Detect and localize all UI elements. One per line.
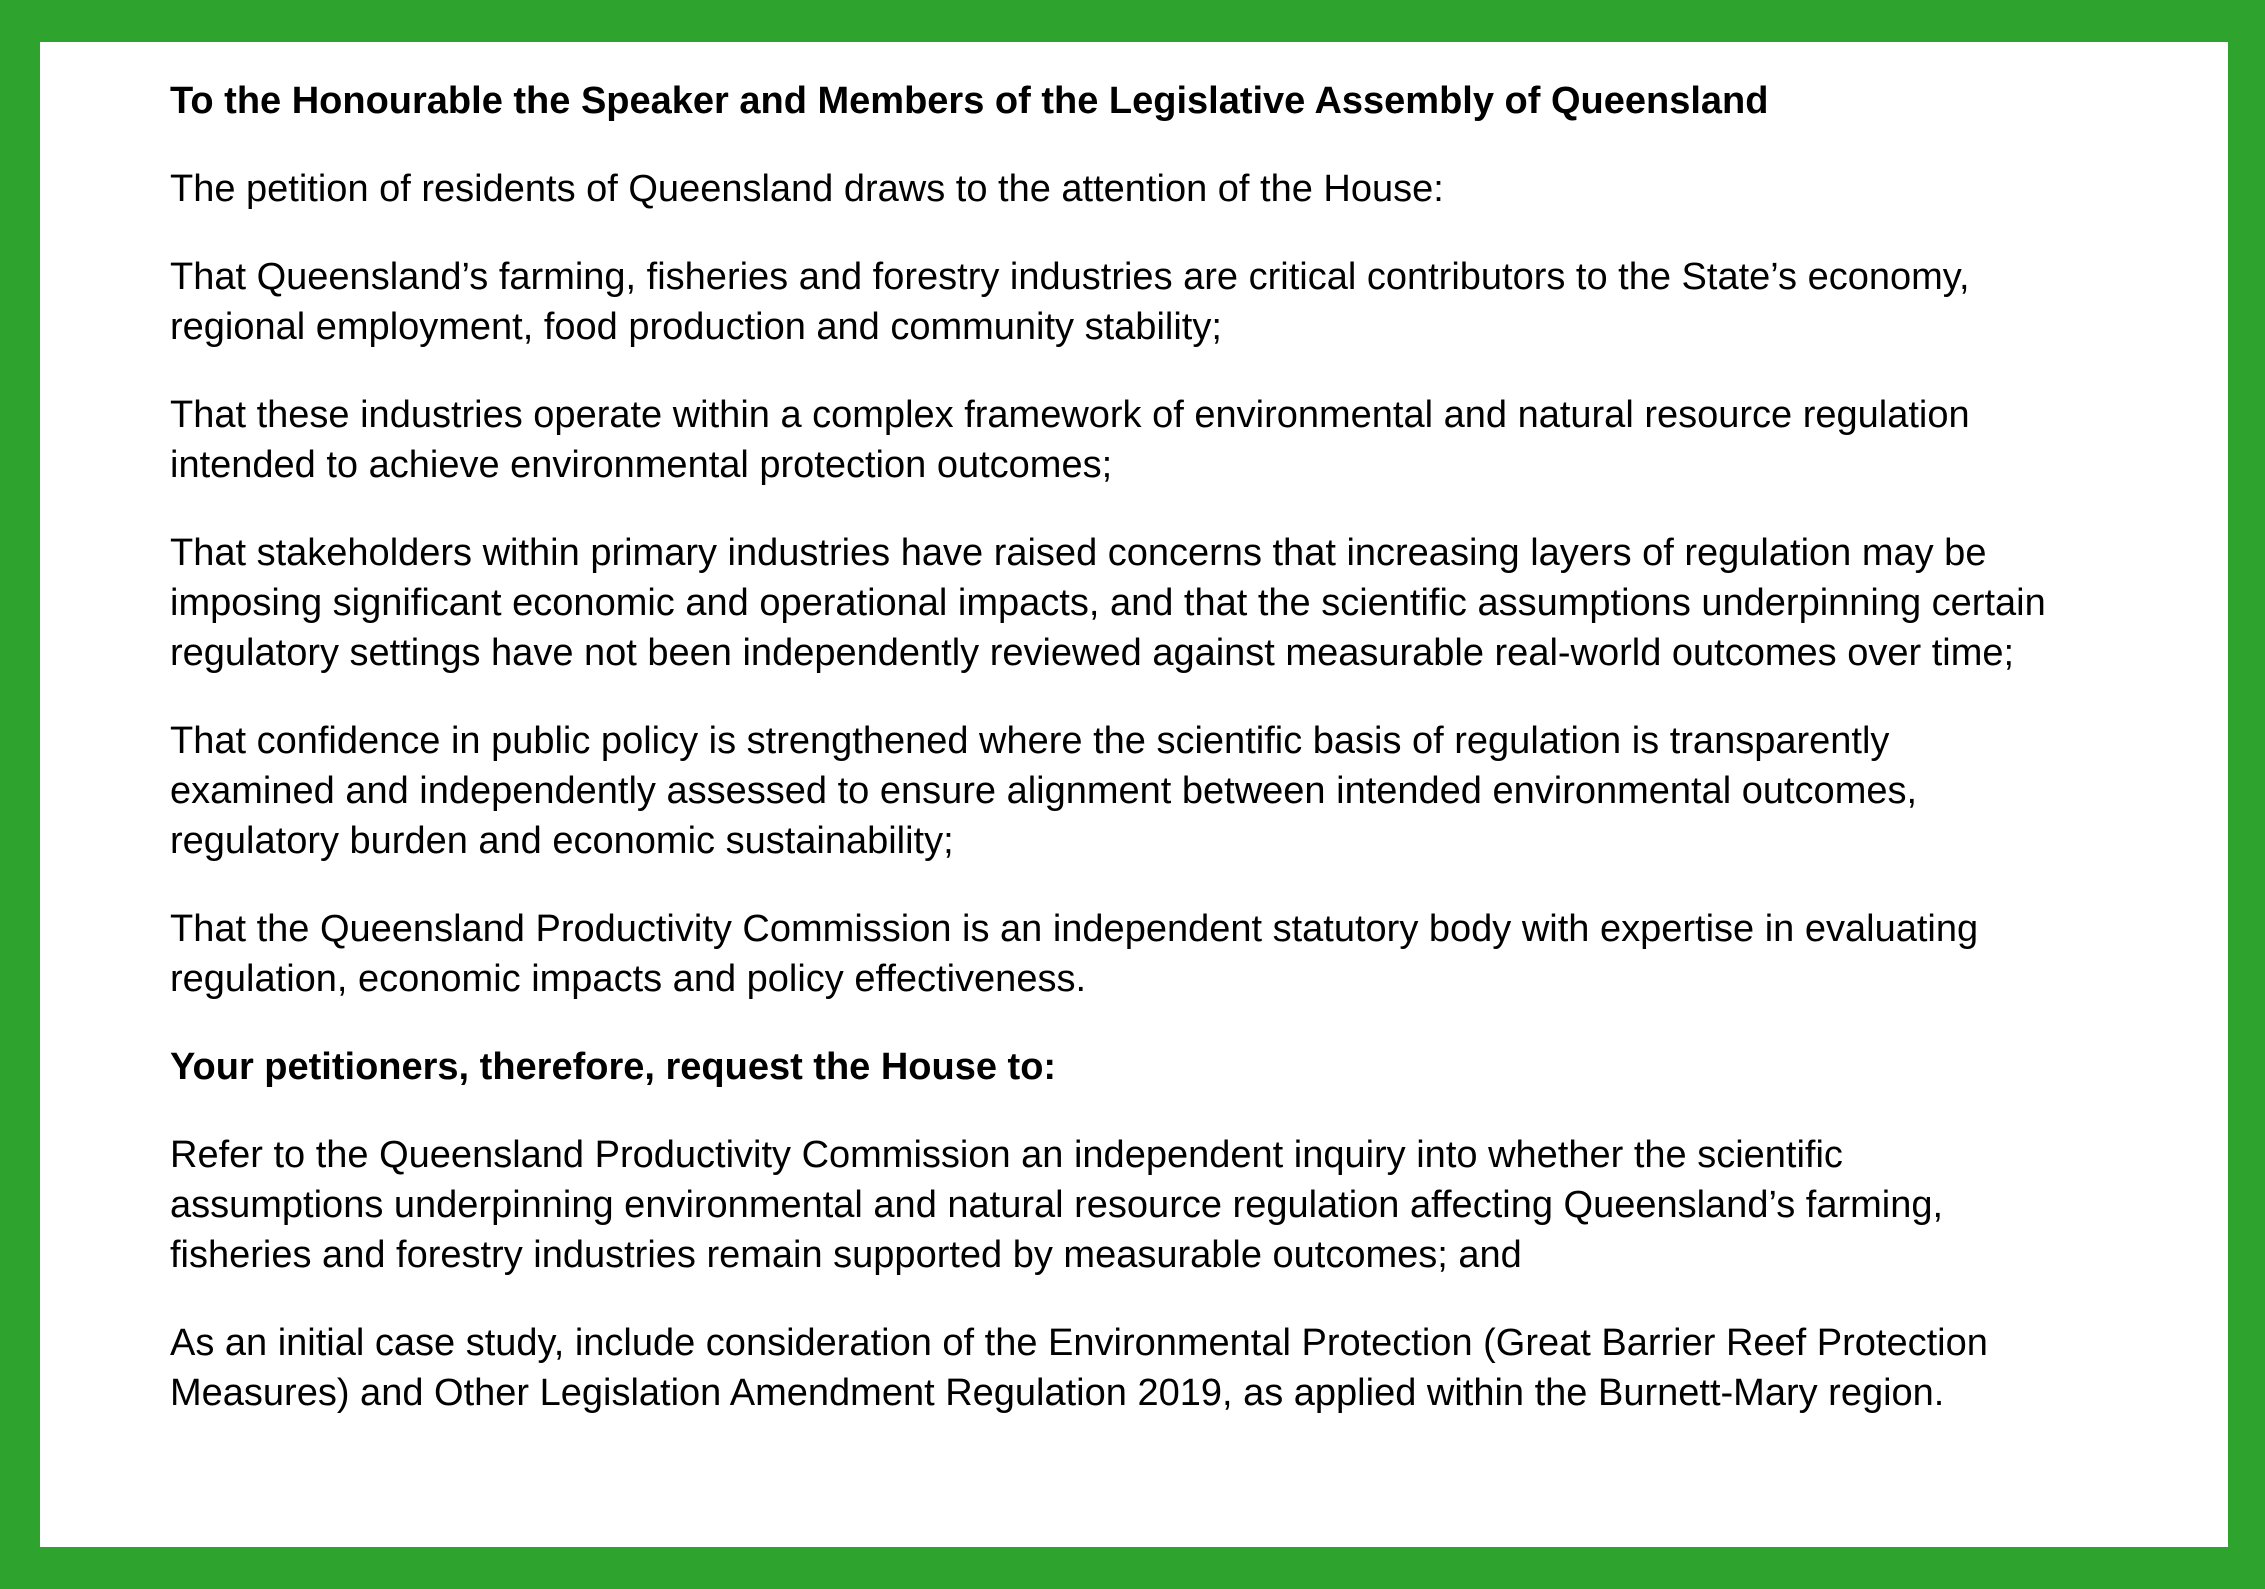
petition-clause-productivity-commission: That the Queensland Productivity Commission is an independent statutory body with expertise in evaluating regulation, economic impacts and policy effectiveness. xyxy=(170,908,1979,1000)
petition-clause-public-policy-confidence: That confidence in public policy is strengthened where the scientific basis of regulation is transparently examined and independently assessed to ensure alignment between intended environmental outcomes, regulatory burden and economic sustainability; xyxy=(170,720,1918,862)
petition-document xyxy=(170,76,2060,1418)
petition-intro-text: The petition of residents of Queensland draws to the attention of the House: xyxy=(170,168,1444,210)
petition-address-heading: To the Honourable the Speaker and Members of the Legislative Assembly of Queensland xyxy=(170,80,1769,122)
petition-request-heading: Your petitioners, therefore, request the House to: xyxy=(170,1046,1057,1088)
petition-clause-industries: That Queensland’s farming, fisheries and forestry industries are critical contributors to the State’s economy, regional employment, food production and community stability; xyxy=(170,256,1970,348)
petition-clause-regulation-framework: That these industries operate within a complex framework of environmental and natural resource regulation intended to achieve environmental protection outcomes; xyxy=(170,394,1970,486)
petition-clause-stakeholder-concerns: That stakeholders within primary industries have raised concerns that increasing layers of regulation may be imposing significant economic and operational impacts, and that the scientific assumptions underpinning certain regulatory settings have not been independently reviewed against measurable real-world outcomes over time; xyxy=(170,532,2046,674)
petition-request-case-study: As an initial case study, include consideration of the Environmental Protection (Great Barrier Reef Protection Measures) and Other Legislation Amendment Regulation 2019, as applied within the Burnett-Mary region. xyxy=(170,1322,1988,1414)
petition-card xyxy=(40,42,2228,1547)
petition-request-inquiry: Refer to the Queensland Productivity Commission an independent inquiry into whether the scientific assumptions underpinning environmental and natural resource regulation affecting Queensland’s farming, fisheries and forestry industries remain supported by measurable outcomes; and xyxy=(170,1134,1944,1276)
